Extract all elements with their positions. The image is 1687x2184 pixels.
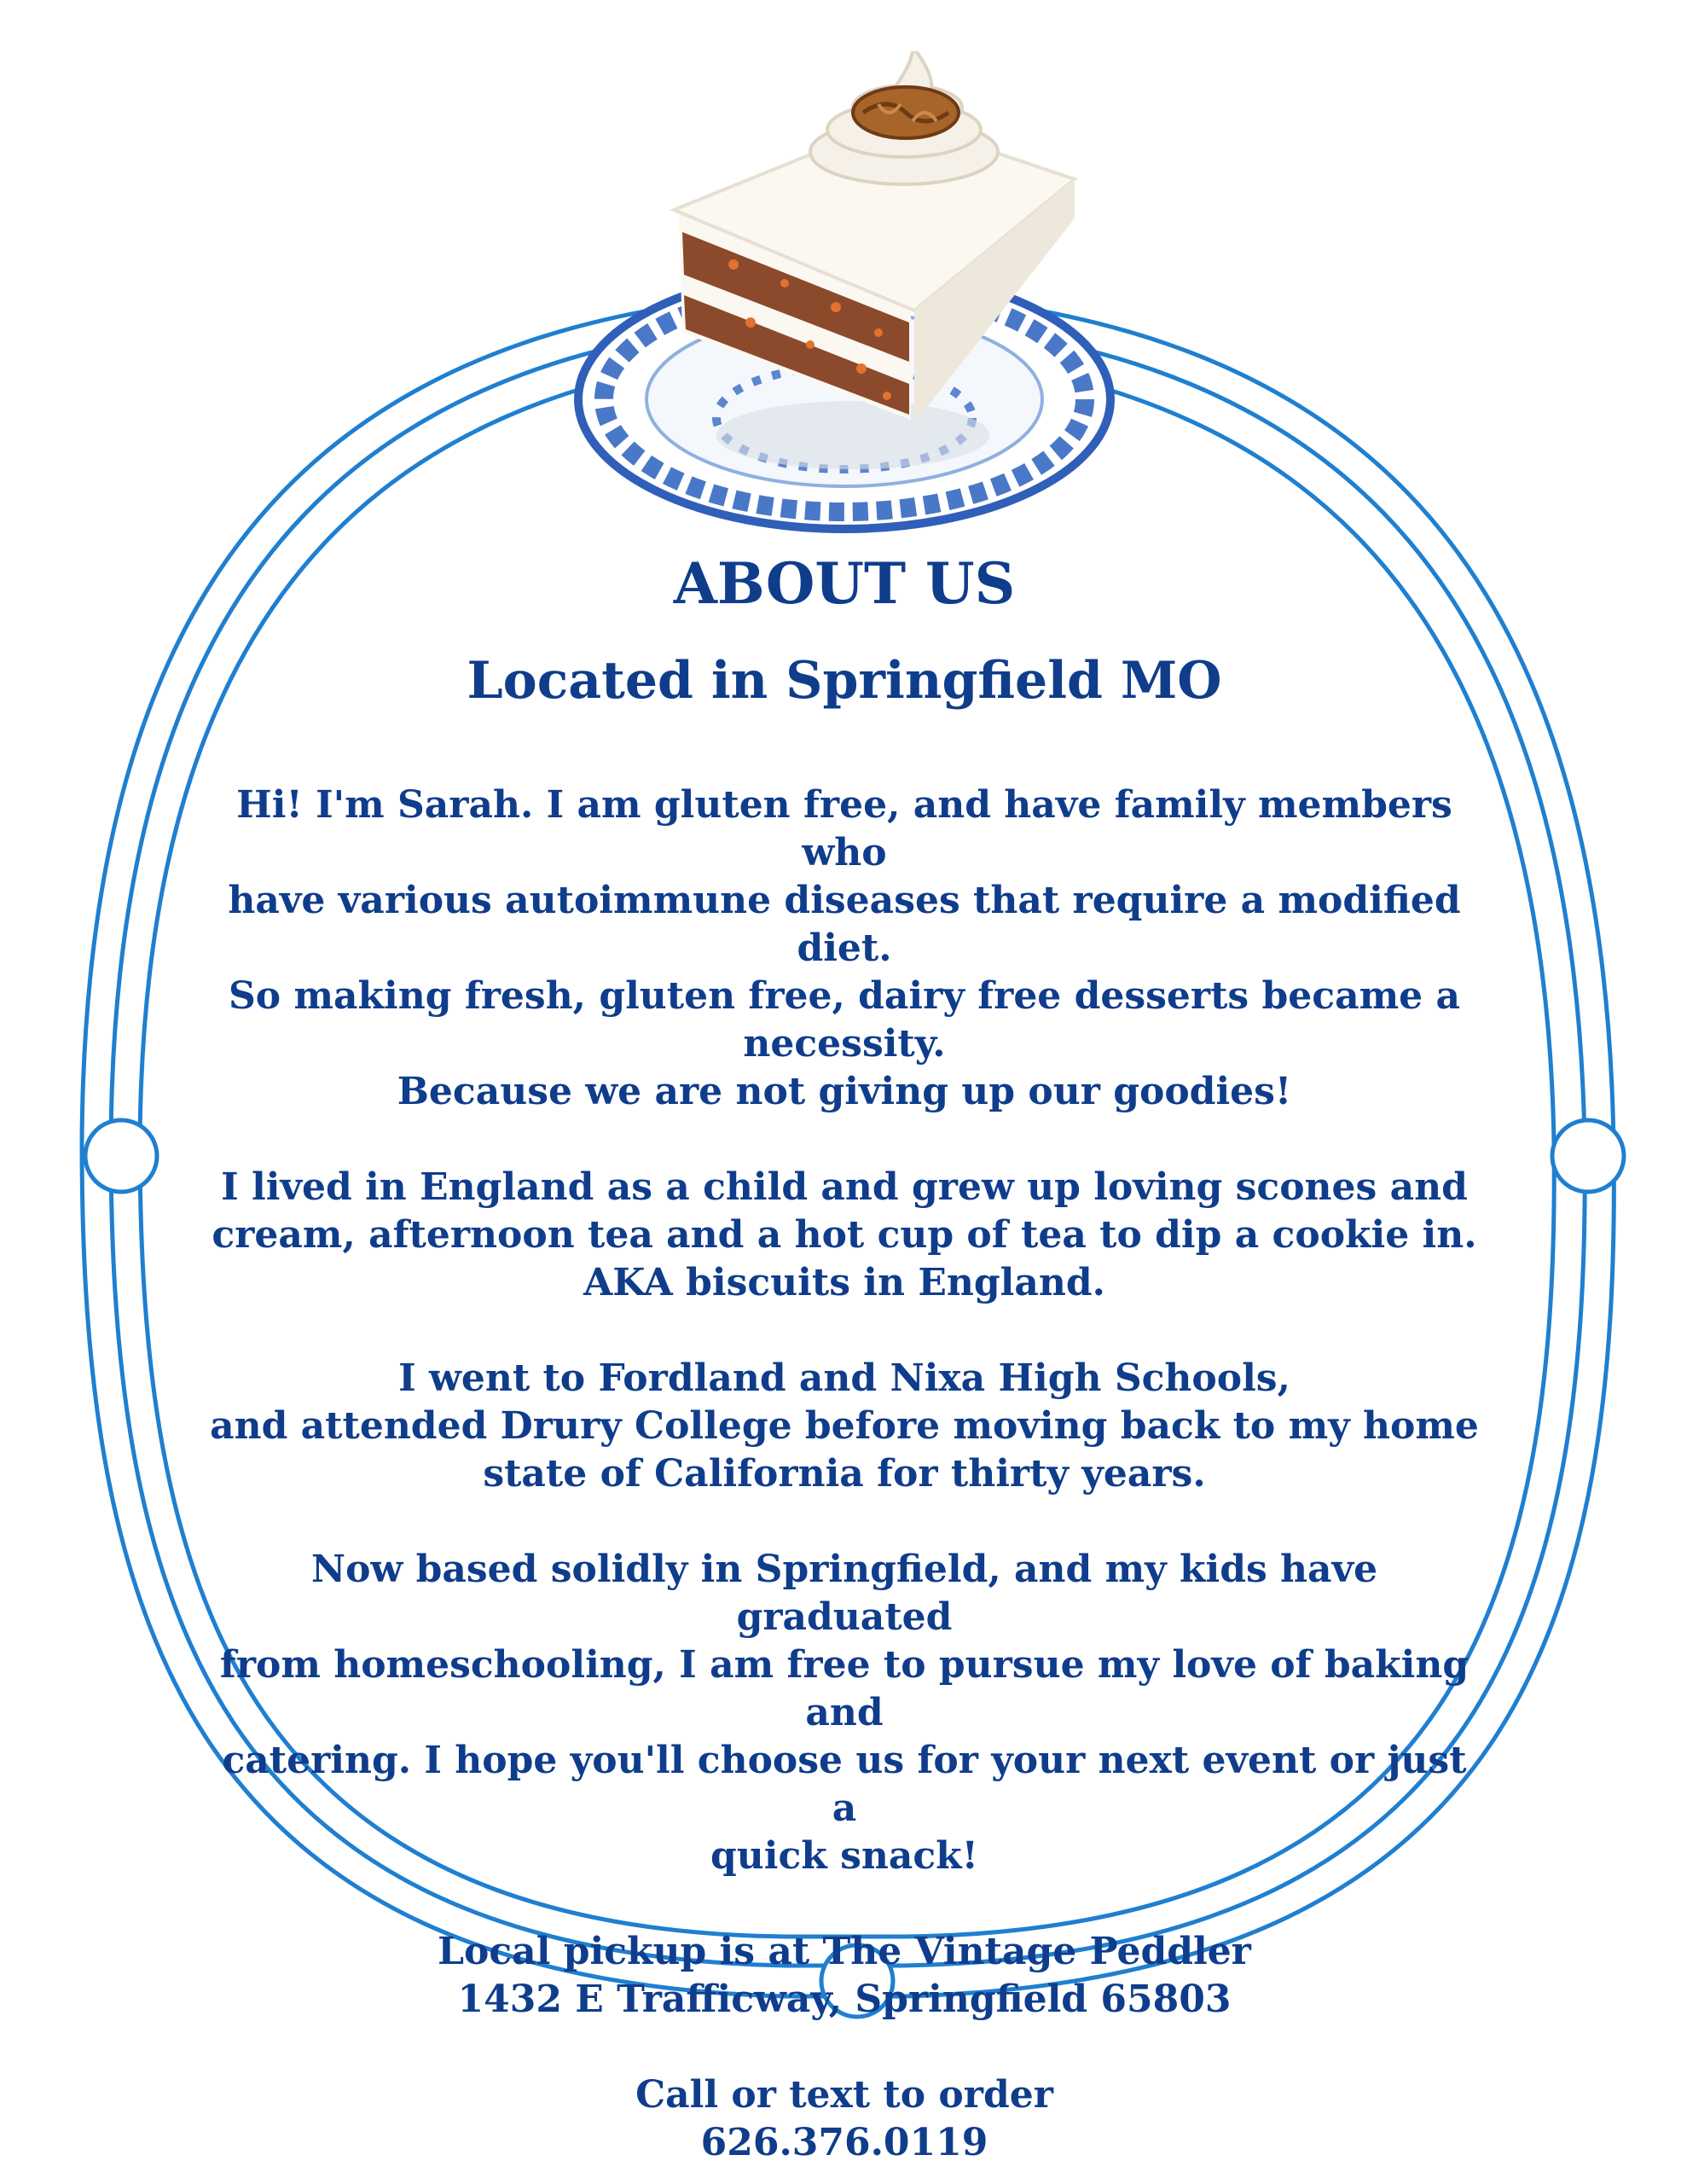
now-line: catering. I hope you'll choose us for your next event or just a <box>222 1739 1467 1830</box>
order-paragraph <box>205 2071 1484 2167</box>
schools-paragraph <box>205 1355 1484 1498</box>
phone-number[interactable]: 626.376.0119 <box>700 2121 988 2164</box>
pickup-address: 1432 E Trafficway, Springfield 65803 <box>457 1978 1232 2021</box>
pickup-paragraph <box>205 1928 1484 2024</box>
schools-line: and attended Drury College before moving back to my home <box>210 1404 1479 1448</box>
cake-slice-icon <box>563 51 1126 546</box>
schools-line: state of California for thirty years. <box>483 1452 1206 1496</box>
now-line: quick snack! <box>710 1834 978 1878</box>
england-paragraph <box>205 1164 1484 1307</box>
schools-line: I went to Fordland and Nixa High Schools, <box>398 1356 1290 1400</box>
walnut-topping <box>853 87 959 138</box>
intro-line: So making fresh, gluten free, dairy free desserts became a <box>229 974 1460 1018</box>
order-cta: Call or text to order <box>635 2073 1053 2117</box>
about-us-content <box>205 546 1484 2167</box>
intro-line: Hi! I'm Sarah. I am gluten free, and have family members who <box>236 783 1452 874</box>
intro-line: necessity. <box>743 1022 946 1066</box>
england-line: AKA biscuits in England. <box>583 1261 1105 1304</box>
frame-ring-left <box>85 1120 157 1192</box>
intro-paragraph <box>205 781 1484 1116</box>
page-title: ABOUT US <box>673 550 1016 617</box>
now-line: Now based solidly in Springfield, and my kids have graduated <box>310 1548 1378 1639</box>
pickup-location: Local pickup is at The Vintage Peddler <box>438 1930 1251 1973</box>
location-subtitle: Located in Springfield MO <box>467 651 1222 711</box>
england-line: cream, afternoon tea and a hot cup of tea to dip a cookie in. <box>212 1213 1477 1257</box>
intro-line: Because we are not giving up our goodies! <box>397 1070 1292 1113</box>
frame-ring-right <box>1552 1120 1624 1192</box>
now-line: from homeschooling, I am free to pursue my love of baking and <box>219 1643 1470 1734</box>
now-paragraph <box>205 1546 1484 1880</box>
intro-line: have various autoimmune diseases that require a modified diet. <box>228 879 1461 970</box>
england-line: I lived in England as a child and grew up loving scones and <box>221 1165 1468 1209</box>
